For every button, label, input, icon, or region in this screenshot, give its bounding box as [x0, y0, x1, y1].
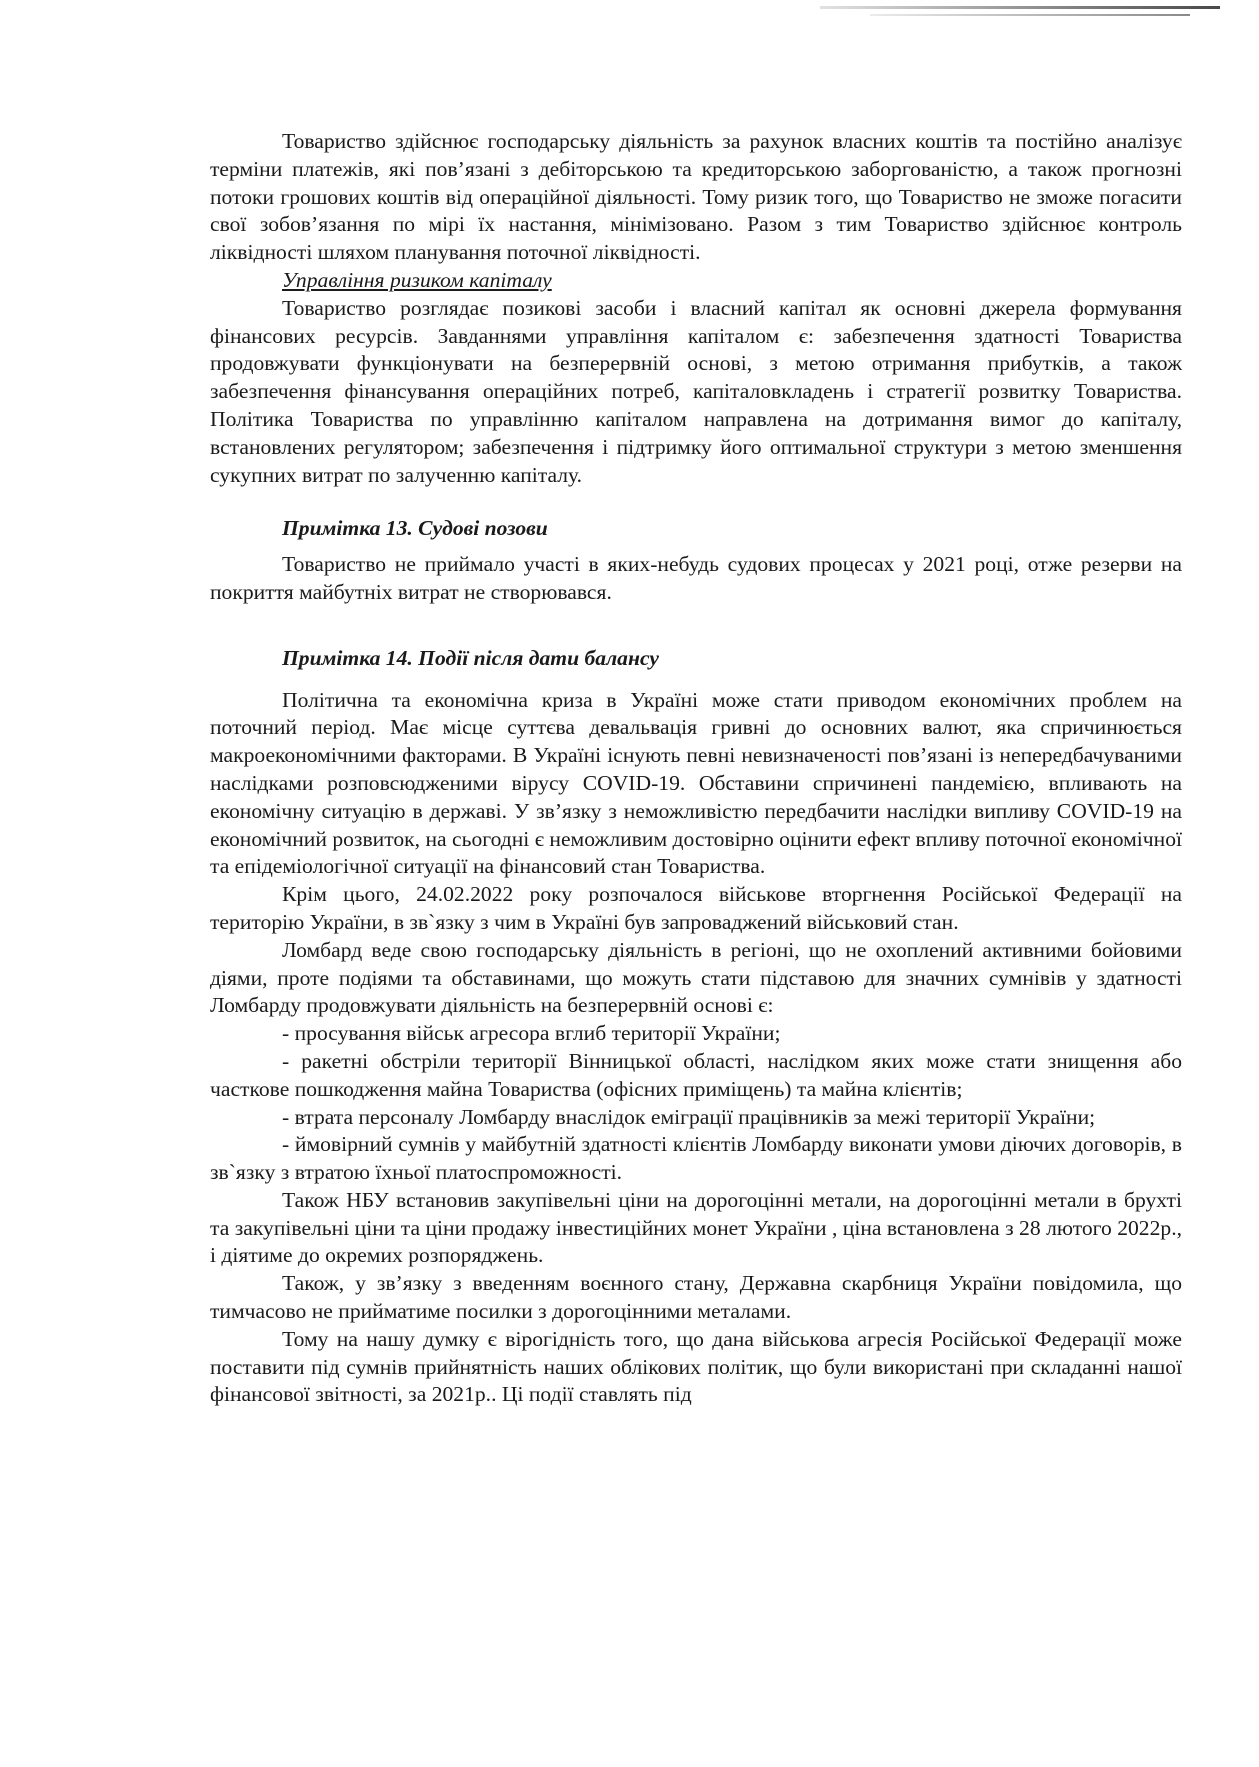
capital-risk-heading: Управління ризиком капіталу [282, 267, 552, 292]
conclusion-paragraph: Тому на нашу думку є вірогідність того, що дана військова агресія Російської Федерації може поставити під сумнів прийнятність наших облікових політик, що були використані при складанні нашої фінансової звітності, за 2021р.. Ці події ставлять під [210, 1326, 1182, 1407]
spacer [210, 543, 1182, 551]
risk-bullet-2: - ракетні обстріли території Вінницької області, наслідком яких може стати знищення або часткове пошкодження майна Товариства (офісних приміщень) та майна клієнтів; [210, 1048, 1182, 1101]
top-rule-secondary [870, 14, 1190, 16]
liquidity-paragraph: Товариство здійснює господарську діяльність за рахунок власних коштів та постійно аналізує терміни платежів, які пов’язані з дебіторською та кредиторською заборгованістю, а також прогнозні потоки грошових коштів від операційної діяльності. Тому ризик того, що Товариство не зможе погасити свої зобов’язання по мірі їх настання, мінімізовано. Разом з тим Товариство здійснює контроль ліквідності шляхом планування поточної ліквідності. [210, 129, 1182, 265]
nbu-paragraph: Також НБУ встановив закупівельні ціни на дорогоцінні метали, на дорогоцінні метали в брухті та закупівельні ціни та ціни продажу інвестиційних монет України , ціна встановлена з 28 лютого 2022р., і діятиме до окремих розпоряджень. [210, 1187, 1182, 1268]
risk-bullet-1: - просування військ агресора вглиб території України; [282, 1021, 781, 1046]
spacer [210, 489, 1182, 515]
treasury-paragraph: Також, у зв’язку з введенням воєнного стану, Державна скарбниця України повідомила, що тимчасово не прийматиме посилки з дорогоцінними металами. [210, 1271, 1182, 1324]
top-rule [820, 6, 1220, 9]
lawsuits-paragraph: Товариство не приймало участі в яких-небудь судових процесах у 2021 році, отже резерви на покриття майбутніх витрат не створювався. [210, 552, 1182, 604]
note-14-heading: Примітка 14. Події після дати балансу [282, 645, 659, 670]
crisis-paragraph: Політична та економічна криза в Україні може стати приводом економічних проблем на поточний період. Має місце суттєва девальвація гривні до основних валют, яка спричинюється макроекономічними факторами. В Україні існують певні невизначеності пов’язані із непередбачуваними наслідками розповсюдженими вірусу COVID-19. Обставини спричинені пандемією, впливають на економічну ситуацію в державі. У зв’язку з неможливістю передбачити наслідки випливу COVID-19 на економічний розвиток, на сьогодні є неможливим достовірно оцінити ефект впливу поточної економічної та епідеміологічної ситуації на фінансовий стан Товариства. [210, 687, 1182, 879]
risk-bullet-4: - ймовірний сумнів у майбутній здатності клієнтів Ломбарду виконати умови діючих договорів, в зв`язку з втратою їхньої платоспроможності. [210, 1132, 1182, 1185]
invasion-paragraph: Крім цього, 24.02.2022 року розпочалося військове вторгнення Російської Федерації на територію України, в зв`язку з чим в Україні був запроваджений військовий стан. [210, 882, 1182, 934]
note-13-heading: Примітка 13. Судові позови [282, 516, 548, 541]
risk-bullet-3: - втрата персоналу Ломбарду внаслідок еміграції працівників за межі території України; [282, 1104, 1096, 1129]
capital-risk-paragraph: Товариство розглядає позикові засоби і власний капітал як основні джерела формування фінансових ресурсів. Завданнями управління капіталом є: забезпечення здатності Товариства продовжувати функціонувати на безперервній основі, з метою отримання прибутків, а також забезпечення фінансування операційних потреб, капіталовкладень і стратегії розвитку Товариства. Політика Товариства по управлінню капіталом направлена на дотримання вимог до капіталу, встановлених регулятором; забезпечення і підтримку його оптимальної структури з метою зменшення сукупних витрат по залученню капіталу. [210, 295, 1182, 487]
spacer [210, 607, 1182, 645]
spacer [210, 673, 1182, 687]
document-page [210, 128, 1182, 1409]
pawnshop-paragraph: Ломбард веде свою господарську діяльність в регіоні, що не охоплений активними бойовими діями, проте подіями та обставинами, що можуть стати підставою для значних сумнівів у здатності Ломбарду продовжувати діяльність на безперервній основі є: [210, 937, 1182, 1018]
